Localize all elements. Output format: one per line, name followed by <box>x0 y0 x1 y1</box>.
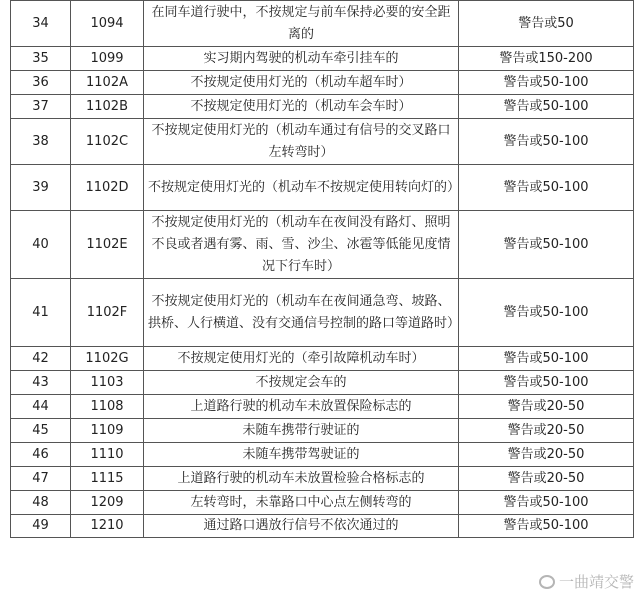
penalty-cell: 警告或50-100 <box>459 279 634 347</box>
violation-code-cell: 1102G <box>71 347 144 371</box>
table-row <box>11 443 634 467</box>
penalty-cell: 警告或50-100 <box>459 491 634 515</box>
violation-code-cell: 1108 <box>71 395 144 419</box>
watermark <box>539 571 634 592</box>
violation-code-cell: 1109 <box>71 419 144 443</box>
row-number-cell: 48 <box>11 491 71 515</box>
violation-description-cell: 实习期内驾驶的机动车牵引挂车的 <box>144 47 459 71</box>
violation-description-cell: 不按规定使用灯光的（机动车不按规定使用转向灯的） <box>144 165 459 211</box>
violation-description-cell: 通过路口遇放行信号不依次通过的 <box>144 515 459 538</box>
penalty-table <box>10 0 634 538</box>
table-row <box>11 165 634 211</box>
row-number-cell: 41 <box>11 279 71 347</box>
violation-code-cell: 1102E <box>71 211 144 279</box>
row-number-cell: 40 <box>11 211 71 279</box>
table-row <box>11 371 634 395</box>
penalty-cell: 警告或20-50 <box>459 443 634 467</box>
table-row <box>11 467 634 491</box>
row-number-cell: 44 <box>11 395 71 419</box>
violation-description-cell: 不按规定使用灯光的（机动车在夜间通急弯、坡路、拱桥、人行横道、没有交通信号控制的路口等道路时） <box>144 279 459 347</box>
row-number-cell: 47 <box>11 467 71 491</box>
violation-code-cell: 1210 <box>71 515 144 538</box>
violation-description-cell: 上道路行驶的机动车未放置保险标志的 <box>144 395 459 419</box>
violation-code-cell: 1099 <box>71 47 144 71</box>
row-number-cell: 37 <box>11 95 71 119</box>
penalty-cell: 警告或50-100 <box>459 71 634 95</box>
violation-code-cell: 1209 <box>71 491 144 515</box>
violation-code-cell: 1115 <box>71 467 144 491</box>
table-row <box>11 211 634 279</box>
table-row <box>11 395 634 419</box>
table-row <box>11 491 634 515</box>
violation-code-cell: 1102D <box>71 165 144 211</box>
row-number-cell: 49 <box>11 515 71 538</box>
row-number-cell: 39 <box>11 165 71 211</box>
row-number-cell: 35 <box>11 47 71 71</box>
violation-description-cell: 不按规定使用灯光的（机动车会车时） <box>144 95 459 119</box>
violation-description-cell: 未随车携带驾驶证的 <box>144 443 459 467</box>
penalty-cell: 警告或150-200 <box>459 47 634 71</box>
violation-description-cell: 上道路行驶的机动车未放置检验合格标志的 <box>144 467 459 491</box>
table-row <box>11 95 634 119</box>
violation-description-cell: 左转弯时，未靠路口中心点左侧转弯的 <box>144 491 459 515</box>
violation-description-cell: 不按规定使用灯光的（机动车超车时） <box>144 71 459 95</box>
violation-code-cell: 1102C <box>71 119 144 165</box>
violation-description-cell: 在同车道行驶中，不按规定与前车保持必要的安全距离的 <box>144 1 459 47</box>
table-row <box>11 419 634 443</box>
penalty-cell: 警告或50-100 <box>459 95 634 119</box>
table-row <box>11 515 634 538</box>
penalty-cell: 警告或50-100 <box>459 211 634 279</box>
penalty-cell: 警告或50-100 <box>459 347 634 371</box>
row-number-cell: 42 <box>11 347 71 371</box>
table-row <box>11 279 634 347</box>
wechat-icon <box>539 575 555 589</box>
row-number-cell: 34 <box>11 1 71 47</box>
table-row <box>11 71 634 95</box>
row-number-cell: 36 <box>11 71 71 95</box>
table-row <box>11 1 634 47</box>
violation-code-cell: 1102F <box>71 279 144 347</box>
penalty-cell: 警告或20-50 <box>459 395 634 419</box>
row-number-cell: 45 <box>11 419 71 443</box>
penalty-cell: 警告或50 <box>459 1 634 47</box>
violation-code-cell: 1102B <box>71 95 144 119</box>
violation-code-cell: 1103 <box>71 371 144 395</box>
penalty-cell: 警告或50-100 <box>459 119 634 165</box>
penalty-cell: 警告或50-100 <box>459 515 634 538</box>
violation-description-cell: 不按规定使用灯光的（牵引故障机动车时） <box>144 347 459 371</box>
violation-code-cell: 1102A <box>71 71 144 95</box>
row-number-cell: 46 <box>11 443 71 467</box>
penalty-cell: 警告或50-100 <box>459 165 634 211</box>
table-row <box>11 347 634 371</box>
violation-code-cell: 1094 <box>71 1 144 47</box>
table-row <box>11 47 634 71</box>
row-number-cell: 43 <box>11 371 71 395</box>
violation-description-cell: 不按规定使用灯光的（机动车通过有信号的交叉路口左转弯时） <box>144 119 459 165</box>
violation-description-cell: 未随车携带行驶证的 <box>144 419 459 443</box>
violation-description-cell: 不按规定会车的 <box>144 371 459 395</box>
violation-code-cell: 1110 <box>71 443 144 467</box>
penalty-cell: 警告或20-50 <box>459 467 634 491</box>
penalty-cell: 警告或50-100 <box>459 371 634 395</box>
penalty-cell: 警告或20-50 <box>459 419 634 443</box>
table-row <box>11 119 634 165</box>
watermark-text: 一曲靖交警 <box>558 573 634 591</box>
violation-description-cell: 不按规定使用灯光的（机动车在夜间没有路灯、照明不良或者遇有雾、雨、雪、沙尘、冰雹等低能见度情况下行车时） <box>144 211 459 279</box>
row-number-cell: 38 <box>11 119 71 165</box>
